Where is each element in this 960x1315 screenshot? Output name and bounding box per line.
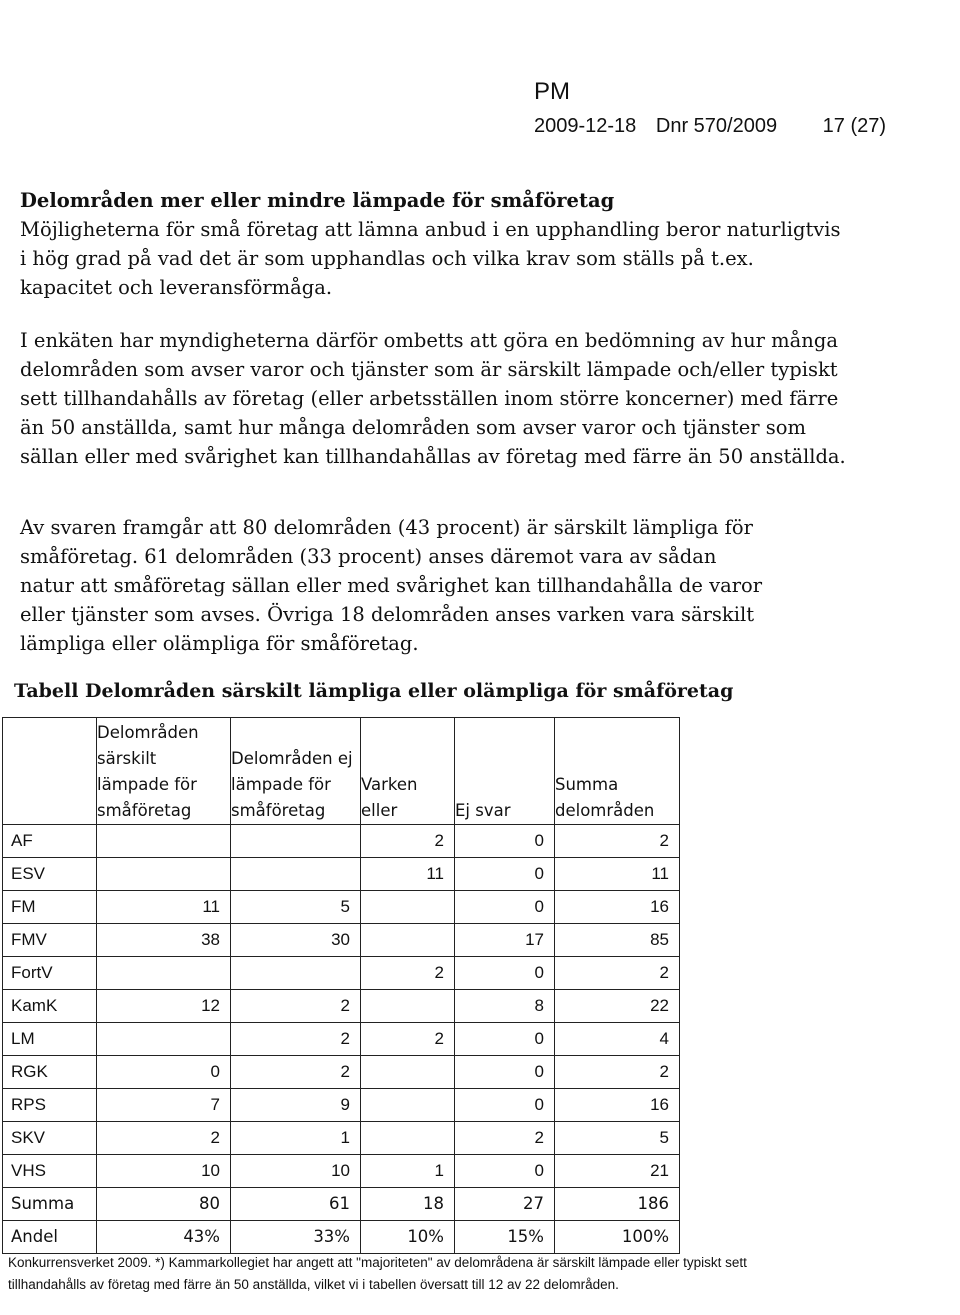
table-row bbox=[3, 825, 680, 858]
document-type: PM bbox=[534, 78, 570, 105]
table-cell bbox=[97, 825, 231, 858]
table-cell: 0 bbox=[455, 1023, 555, 1056]
table-header-cell: Summa delområden bbox=[555, 718, 680, 825]
row-label: Andel bbox=[3, 1221, 97, 1254]
table-row bbox=[3, 1122, 680, 1155]
paragraph-2-block bbox=[20, 326, 850, 471]
table-row bbox=[3, 891, 680, 924]
row-label: KamK bbox=[3, 990, 97, 1023]
table-cell: 12 bbox=[97, 990, 231, 1023]
table-cell: 2 bbox=[361, 957, 455, 990]
table-header-cell: Delområden ej lämpade för småföretag bbox=[231, 718, 361, 825]
table-cell: 10% bbox=[361, 1221, 455, 1254]
table-cell bbox=[97, 1023, 231, 1056]
table-cell: 2 bbox=[361, 825, 455, 858]
table-cell: 2 bbox=[361, 1023, 455, 1056]
table-footnote: Konkurrensverket 2009. *) Kammarkollegiet har angett att "majoriteten" av delområdena är särskilt lämpade eller typiskt sett tillhandahålls av företag med färre än 50 anställda, vilket vi i tabellen översatt till 12 av 22 delområden. bbox=[8, 1255, 747, 1292]
section-intro bbox=[20, 186, 850, 302]
table-cell: 0 bbox=[455, 891, 555, 924]
table-cell: 15% bbox=[455, 1221, 555, 1254]
table-cell: 27 bbox=[455, 1188, 555, 1221]
table-header-cell: Varken eller bbox=[361, 718, 455, 825]
data-table bbox=[2, 717, 680, 1254]
table-cell bbox=[361, 1089, 455, 1122]
table-cell: 100% bbox=[555, 1221, 680, 1254]
table-row bbox=[3, 1089, 680, 1122]
row-label: VHS bbox=[3, 1155, 97, 1188]
table-cell: 2 bbox=[231, 1023, 361, 1056]
table-cell: 0 bbox=[455, 825, 555, 858]
table-cell: 43% bbox=[97, 1221, 231, 1254]
table-header-row bbox=[3, 718, 680, 825]
table-header-cell: Ej svar bbox=[455, 718, 555, 825]
table-cell: 2 bbox=[97, 1122, 231, 1155]
table-cell: 18 bbox=[361, 1188, 455, 1221]
row-label: RGK bbox=[3, 1056, 97, 1089]
table-cell: 38 bbox=[97, 924, 231, 957]
table-row bbox=[3, 858, 680, 891]
table-cell: 2 bbox=[555, 1056, 680, 1089]
table-cell: 186 bbox=[555, 1188, 680, 1221]
table-cell bbox=[231, 858, 361, 891]
table-header-cell: Delområden särskilt lämpade för småföretag bbox=[97, 718, 231, 825]
table-cell bbox=[97, 858, 231, 891]
table-cell: 10 bbox=[97, 1155, 231, 1188]
table-cell bbox=[231, 957, 361, 990]
table-row-sum bbox=[3, 1188, 680, 1221]
row-label: RPS bbox=[3, 1089, 97, 1122]
paragraph-3-block bbox=[20, 513, 770, 658]
table-cell: 2 bbox=[231, 1056, 361, 1089]
table-cell bbox=[361, 1122, 455, 1155]
paragraph-2: I enkäten har myndigheterna därför ombetts att göra en bedömning av hur många delområden som avser varor och tjänster som är särskilt lämpade och/eller typiskt sett tillhandahålls av företag (eller arbetsställen inom större koncerner) med färre än 50 anställda, samt hur många delområden som avser varor och tjänster som sällan eller med svårighet kan tillhandahållas av företag med färre än 50 anställda. bbox=[20, 329, 846, 468]
table-cell: 17 bbox=[455, 924, 555, 957]
table-cell: 0 bbox=[455, 1089, 555, 1122]
table-cell bbox=[97, 957, 231, 990]
table-cell: 0 bbox=[455, 957, 555, 990]
table-cell: 80 bbox=[97, 1188, 231, 1221]
paragraph-3: Av svaren framgår att 80 delområden (43 procent) är särskilt lämpliga för småföretag. 61 delområden (33 procent) anses däremot vara av sådan natur att småföretag sällan eller med svårighet kan tillhandahålla de varor eller tjänster som avses. Övriga 18 delområden anses varken vara särskilt lämpliga eller olämpliga för småföretag. bbox=[20, 516, 763, 655]
table-cell: 16 bbox=[555, 891, 680, 924]
table-title: Tabell Delområden särskilt lämpliga eller olämpliga för småföretag bbox=[14, 680, 734, 702]
table-cell: 4 bbox=[555, 1023, 680, 1056]
table-cell: 61 bbox=[231, 1188, 361, 1221]
row-label: SKV bbox=[3, 1122, 97, 1155]
table-cell: 2 bbox=[555, 957, 680, 990]
table-row bbox=[3, 957, 680, 990]
table-cell bbox=[361, 924, 455, 957]
table-cell: 1 bbox=[231, 1122, 361, 1155]
table-cell: 2 bbox=[231, 990, 361, 1023]
table-cell: 0 bbox=[455, 1056, 555, 1089]
table-cell bbox=[361, 1056, 455, 1089]
table-row bbox=[3, 1155, 680, 1188]
table-row-share bbox=[3, 1221, 680, 1254]
document-meta bbox=[534, 115, 886, 138]
table-cell: 11 bbox=[97, 891, 231, 924]
section-heading: Delområden mer eller mindre lämpade för småföretag bbox=[20, 189, 615, 212]
document-date: 2009-12-18 bbox=[534, 115, 637, 137]
table-cell: 22 bbox=[555, 990, 680, 1023]
row-label: LM bbox=[3, 1023, 97, 1056]
table-row bbox=[3, 924, 680, 957]
row-label: AF bbox=[3, 825, 97, 858]
table-cell bbox=[361, 990, 455, 1023]
row-label: FortV bbox=[3, 957, 97, 990]
row-label: Summa bbox=[3, 1188, 97, 1221]
table-row bbox=[3, 990, 680, 1023]
table-cell: 0 bbox=[455, 858, 555, 891]
row-label: FM bbox=[3, 891, 97, 924]
table-cell: 2 bbox=[455, 1122, 555, 1155]
paragraph-1: Möjligheterna för små företag att lämna anbud i en upphandling beror naturligtvis i hög grad på vad det är som upphandlas och vilka krav som ställs på t.ex. kapacitet och leveransförmåga. bbox=[20, 218, 841, 299]
table-cell: 2 bbox=[555, 825, 680, 858]
row-label: ESV bbox=[3, 858, 97, 891]
table-cell: 7 bbox=[97, 1089, 231, 1122]
table-cell bbox=[231, 825, 361, 858]
table-cell: 9 bbox=[231, 1089, 361, 1122]
table-row bbox=[3, 1023, 680, 1056]
table-cell: 21 bbox=[555, 1155, 680, 1188]
table-cell: 11 bbox=[555, 858, 680, 891]
table-cell: 0 bbox=[455, 1155, 555, 1188]
table-cell: 5 bbox=[231, 891, 361, 924]
page-number: 17 (27) bbox=[822, 115, 887, 137]
table-cell: 33% bbox=[231, 1221, 361, 1254]
table-cell: 8 bbox=[455, 990, 555, 1023]
table-cell: 1 bbox=[361, 1155, 455, 1188]
table-cell bbox=[361, 891, 455, 924]
row-label: FMV bbox=[3, 924, 97, 957]
table-cell: 85 bbox=[555, 924, 680, 957]
table-cell: 0 bbox=[97, 1056, 231, 1089]
table-row bbox=[3, 1056, 680, 1089]
table-cell: 5 bbox=[555, 1122, 680, 1155]
table-cell: 16 bbox=[555, 1089, 680, 1122]
table-header-cell bbox=[3, 718, 97, 825]
table-cell: 10 bbox=[231, 1155, 361, 1188]
table-cell: 11 bbox=[361, 858, 455, 891]
document-dnr: Dnr 570/2009 bbox=[655, 115, 778, 137]
table-cell: 30 bbox=[231, 924, 361, 957]
